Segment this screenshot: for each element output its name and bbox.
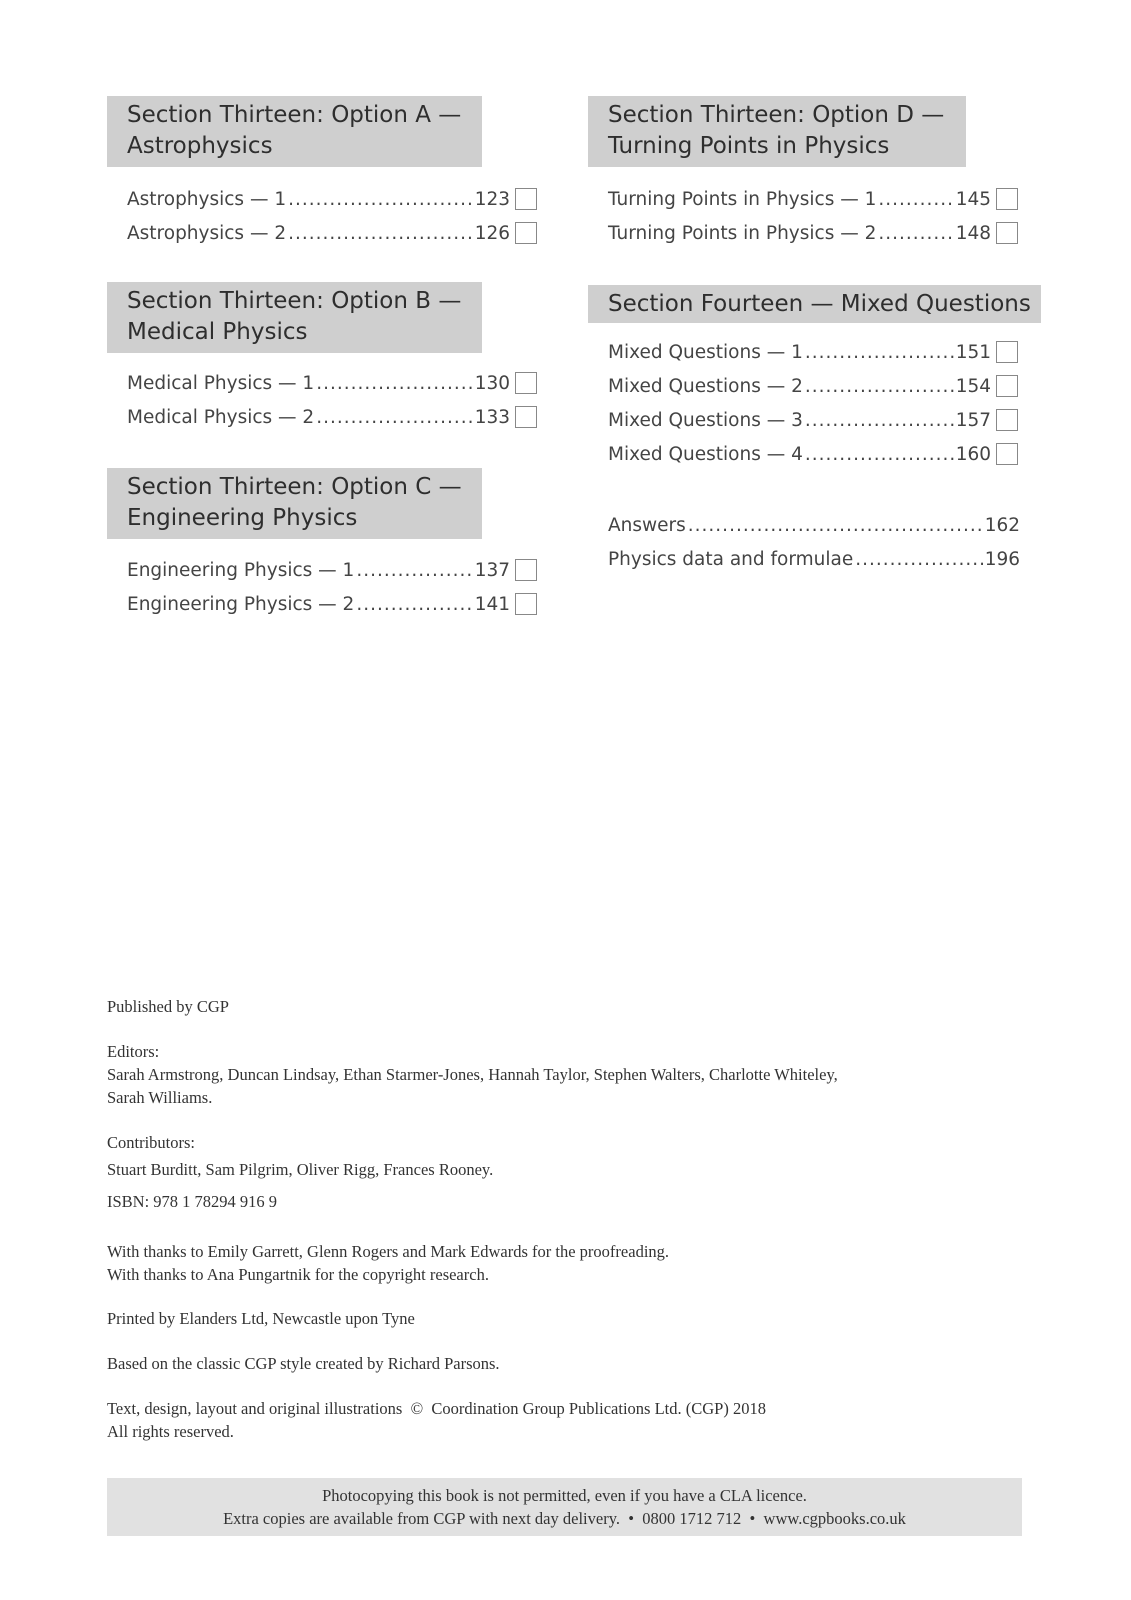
copyright-block bbox=[107, 1397, 1007, 1443]
toc-section-astrophysics bbox=[107, 96, 547, 246]
toc-entry[interactable] bbox=[608, 405, 1018, 435]
isbn-block bbox=[107, 1190, 1007, 1213]
editors-heading: Editors: bbox=[107, 1042, 160, 1061]
dot-leader bbox=[878, 223, 953, 244]
dot-leader bbox=[316, 407, 472, 428]
toc-entry[interactable] bbox=[127, 184, 537, 214]
progress-checkbox[interactable] bbox=[996, 188, 1018, 210]
toc-entry[interactable] bbox=[127, 368, 537, 398]
section-title-line2: Turning Points in Physics bbox=[608, 133, 890, 159]
progress-checkbox[interactable] bbox=[515, 559, 537, 581]
toc-entry[interactable] bbox=[127, 402, 537, 432]
toc-entry-label: Answers bbox=[608, 514, 686, 536]
toc-entry[interactable] bbox=[127, 218, 537, 248]
toc-entry-label: Mixed Questions — 1 bbox=[608, 341, 803, 363]
toc-entry-label: Mixed Questions — 2 bbox=[608, 375, 803, 397]
progress-checkbox[interactable] bbox=[515, 406, 537, 428]
copyright-line2: All rights reserved. bbox=[107, 1422, 234, 1441]
toc-entry-page: 130 bbox=[474, 372, 510, 394]
toc-entry[interactable] bbox=[608, 371, 1018, 401]
toc-entry-label: Astrophysics — 2 bbox=[127, 222, 287, 244]
style-credit-block bbox=[107, 1352, 1007, 1375]
toc-entry-page: 126 bbox=[474, 222, 510, 244]
photocopy-notice bbox=[107, 1478, 1022, 1536]
contributors-names-block bbox=[107, 1158, 1007, 1181]
editors-block bbox=[107, 1040, 1007, 1109]
toc-entry-page: 151 bbox=[955, 341, 991, 363]
toc-section-turning-points bbox=[588, 96, 1028, 246]
toc-section-medical-physics bbox=[107, 282, 547, 432]
toc-entry-label: Medical Physics — 2 bbox=[127, 406, 315, 428]
toc-entry-answers[interactable] bbox=[608, 510, 1020, 540]
toc-entry-label: Engineering Physics — 2 bbox=[127, 593, 355, 615]
toc-entry-page: 160 bbox=[955, 443, 991, 465]
toc-entry-page: 196 bbox=[984, 548, 1020, 570]
section-heading bbox=[107, 96, 482, 167]
toc-entry-page: 133 bbox=[474, 406, 510, 428]
dot-leader bbox=[356, 560, 472, 581]
dot-leader bbox=[805, 376, 954, 397]
editors-names-line1: Sarah Armstrong, Duncan Lindsay, Ethan Starmer-Jones, Hannah Taylor, Stephen Walters, Charlotte Whiteley, bbox=[107, 1065, 838, 1084]
toc-entry[interactable] bbox=[127, 589, 537, 619]
toc-entry-label: Mixed Questions — 4 bbox=[608, 443, 803, 465]
dot-leader bbox=[878, 189, 953, 210]
toc-entry-label: Astrophysics — 1 bbox=[127, 188, 287, 210]
section-heading bbox=[588, 96, 966, 167]
dot-leader bbox=[855, 549, 982, 570]
toc-entry[interactable] bbox=[608, 184, 1018, 214]
dot-leader bbox=[805, 444, 954, 465]
progress-checkbox[interactable] bbox=[996, 443, 1018, 465]
toc-entry-label: Turning Points in Physics — 1 bbox=[608, 188, 877, 210]
thanks-block bbox=[107, 1240, 1007, 1286]
progress-checkbox[interactable] bbox=[996, 409, 1018, 431]
toc-entry-page: 137 bbox=[474, 559, 510, 581]
contributors-heading: Contributors: bbox=[107, 1133, 196, 1152]
toc-entry-page: 145 bbox=[955, 188, 991, 210]
photocopy-notice-line2: Extra copies are available from CGP with next day delivery. • 0800 1712 712 • www.cgpbooks.co.uk bbox=[223, 1509, 906, 1528]
dot-leader bbox=[288, 223, 473, 244]
toc-entry-data-formulae[interactable] bbox=[608, 544, 1020, 574]
copyright-line1: Text, design, layout and original illustrations © Coordination Group Publications Ltd. (CGP) 2018 bbox=[107, 1399, 766, 1418]
toc-entry-page: 141 bbox=[474, 593, 510, 615]
isbn: ISBN: 978 1 78294 916 9 bbox=[107, 1192, 278, 1211]
toc-section-engineering-physics bbox=[107, 468, 547, 618]
publication-credits bbox=[107, 995, 1007, 1018]
section-title-line1: Section Thirteen: Option D — bbox=[608, 102, 945, 128]
toc-entry-page: 123 bbox=[474, 188, 510, 210]
thanks-proofreading: With thanks to Emily Garrett, Glenn Rogers and Mark Edwards for the proofreading. bbox=[107, 1242, 670, 1261]
progress-checkbox[interactable] bbox=[515, 188, 537, 210]
style-credit: Based on the classic CGP style created by Richard Parsons. bbox=[107, 1354, 500, 1373]
toc-entry-label: Turning Points in Physics — 2 bbox=[608, 222, 877, 244]
toc-entry[interactable] bbox=[127, 555, 537, 585]
printer-block bbox=[107, 1307, 1007, 1330]
contributors-names: Stuart Burditt, Sam Pilgrim, Oliver Rigg, Frances Rooney. bbox=[107, 1160, 494, 1179]
toc-entry-page: 162 bbox=[984, 514, 1020, 536]
progress-checkbox[interactable] bbox=[996, 341, 1018, 363]
toc-entry[interactable] bbox=[608, 218, 1018, 248]
section-title-line2: Engineering Physics bbox=[127, 505, 358, 531]
toc-entry-page: 148 bbox=[955, 222, 991, 244]
publisher-line: Published by CGP bbox=[107, 997, 229, 1016]
thanks-copyright: With thanks to Ana Pungartnik for the copyright research. bbox=[107, 1265, 489, 1284]
progress-checkbox[interactable] bbox=[996, 222, 1018, 244]
toc-entry-page: 157 bbox=[955, 409, 991, 431]
photocopy-notice-line1: Photocopying this book is not permitted, even if you have a CLA licence. bbox=[322, 1486, 807, 1505]
editors-names-line2: Sarah Williams. bbox=[107, 1088, 213, 1107]
section-title-line1: Section Thirteen: Option A — bbox=[127, 102, 462, 128]
dot-leader bbox=[288, 189, 473, 210]
toc-entry-label: Mixed Questions — 3 bbox=[608, 409, 803, 431]
toc-entry[interactable] bbox=[608, 337, 1018, 367]
dot-leader bbox=[316, 373, 472, 394]
section-heading bbox=[107, 468, 482, 539]
progress-checkbox[interactable] bbox=[515, 593, 537, 615]
section-heading bbox=[588, 285, 1041, 323]
section-title-line1: Section Fourteen — Mixed Questions bbox=[608, 291, 1031, 317]
progress-checkbox[interactable] bbox=[515, 222, 537, 244]
dot-leader bbox=[688, 515, 983, 536]
section-title-line1: Section Thirteen: Option B — bbox=[127, 288, 462, 314]
toc-entry-label: Engineering Physics — 1 bbox=[127, 559, 355, 581]
printed-by: Printed by Elanders Ltd, Newcastle upon Tyne bbox=[107, 1309, 415, 1328]
toc-entry[interactable] bbox=[608, 439, 1018, 469]
dot-leader bbox=[356, 594, 472, 615]
toc-entry-page: 154 bbox=[955, 375, 991, 397]
toc-extras bbox=[588, 510, 1028, 590]
toc-entry-label: Medical Physics — 1 bbox=[127, 372, 315, 394]
contributors-block bbox=[107, 1131, 1007, 1154]
dot-leader bbox=[805, 342, 954, 363]
section-title-line1: Section Thirteen: Option C — bbox=[127, 474, 462, 500]
toc-section-mixed-questions bbox=[588, 285, 1043, 485]
section-title-line2: Astrophysics bbox=[127, 133, 273, 159]
section-title-line2: Medical Physics bbox=[127, 319, 308, 345]
progress-checkbox[interactable] bbox=[996, 375, 1018, 397]
dot-leader bbox=[805, 410, 954, 431]
toc-entry-label: Physics data and formulae bbox=[608, 548, 854, 570]
section-heading bbox=[107, 282, 482, 353]
progress-checkbox[interactable] bbox=[515, 372, 537, 394]
